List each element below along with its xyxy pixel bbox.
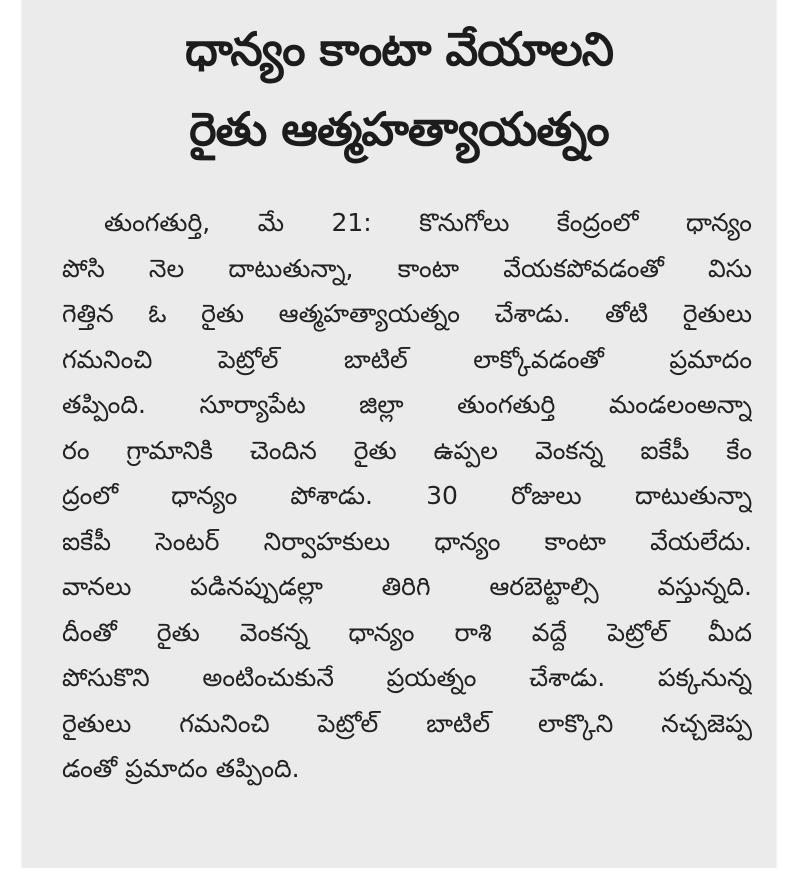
article-body — [62, 200, 752, 792]
page-margin — [0, 868, 800, 890]
body-line-7: ద్రంలో ధాన్యం పోశాడు. 30 రోజులు దాటుతున్నా — [62, 481, 752, 510]
body-line-2: పోసి నెల దాటుతున్నా, కాంటా వేయకపోవడంతో విసు — [62, 253, 752, 283]
body-line-3: గెత్తిన ఓ రైతు ఆత్మహత్యాయత్నం చేశాడు. తోటి రైతులు — [62, 299, 752, 328]
body-line-5: తప్పింది. సూర్యాపేట జిల్లా తుంగతుర్తి మండలంఅన్నా — [62, 390, 752, 419]
headline-line-2: రైతు ఆత్మహత్యాయత్నం — [189, 102, 609, 156]
headline-line-1: ధాన్యం కాంటా వేయాలని — [184, 22, 614, 76]
body-line-4: గమనించి పెట్రోల్ బాటిల్ లాక్కోవడంతో ప్రమాదం — [62, 344, 752, 374]
body-line-1: తుంగతుర్తి, మే 21: కొనుగోలు కేంద్రంలో ధాన్యం — [104, 208, 752, 237]
body-line-6: రం గ్రామానికి చెందిన రైతు ఉప్పల వెంకన్న ఐకేపీ కేం — [62, 435, 752, 465]
body-line-13: డంతో ప్రమాదం తప్పింది. — [62, 754, 300, 783]
body-line-12: రైతులు గమనించి పెట్రోల్ బాటిల్ లాక్కొని నచ్చజెప్ప — [62, 708, 752, 738]
body-line-11: పోసుకొని అంటించుకునే ప్రయత్నం చేశాడు. పక్కనున్న — [62, 663, 752, 692]
body-line-8: ఐకేపీ సెంటర్ నిర్వాహకులు ధాన్యం కాంటా వేయలేదు. — [62, 526, 752, 556]
body-line-9: వానలు పడినప్పుడల్లా తిరిగి ఆరబెట్టాల్సి వస్తున్నది. — [62, 572, 752, 601]
body-line-10: దీంతో రైతు వెంకన్న ధాన్యం రాశి వద్దే పెట్రోల్ మీద — [62, 617, 752, 647]
